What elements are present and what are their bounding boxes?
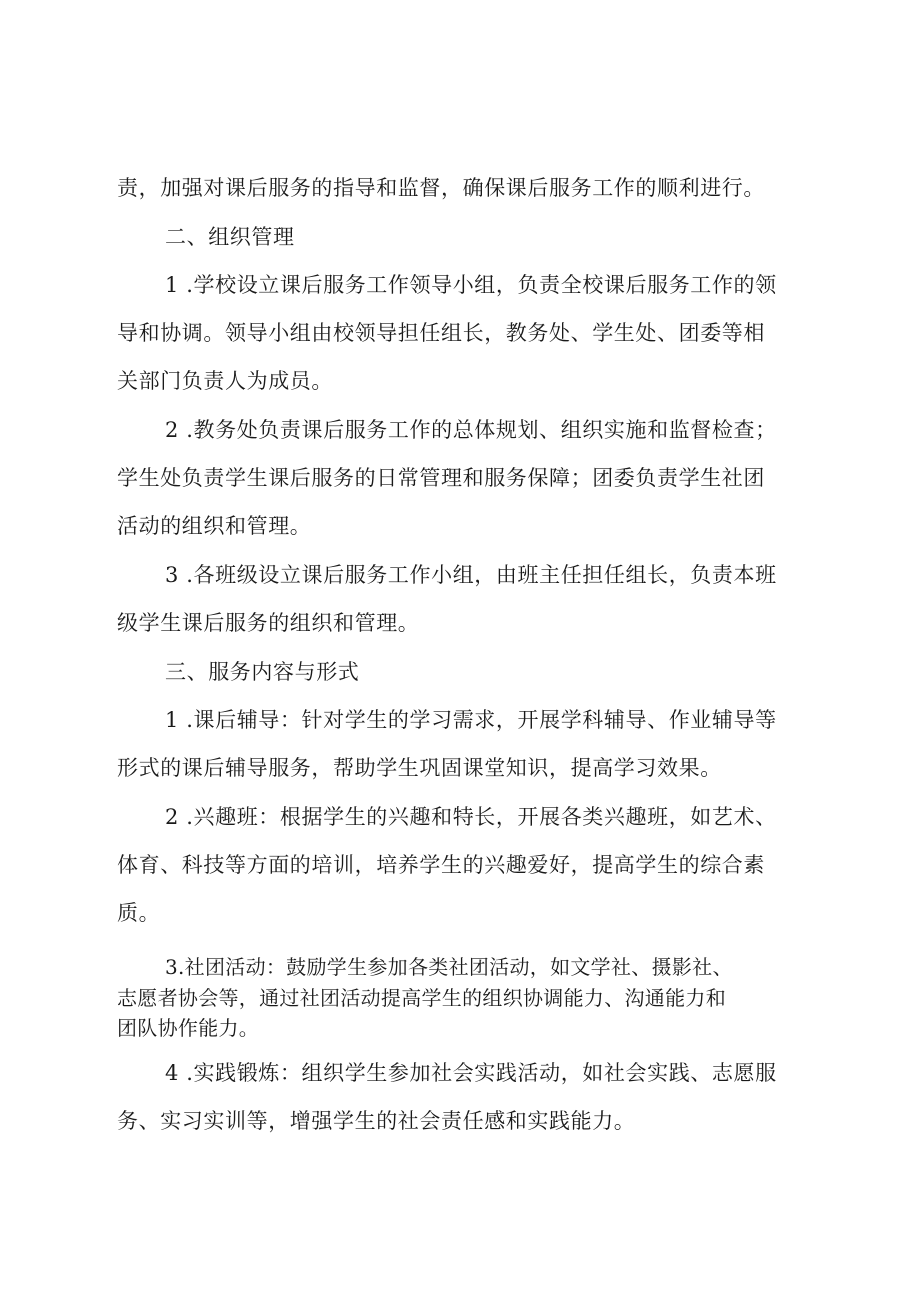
service-2-line-2: 体育、科技等方面的培训，培养学生的兴趣爱好，提高学生的综合素: [117, 853, 765, 877]
section-heading-services: 三、服务内容与形式: [165, 660, 360, 684]
item-2-line-2: 学生处负责学生课后服务的日常管理和服务保障；团委负责学生社团: [117, 466, 765, 490]
item-1-line-2: 导和协调。领导小组由校领导担任组长，教务处、学生处、团委等相: [117, 321, 765, 345]
section-heading-organization: 二、组织管理: [165, 225, 295, 249]
service-1-line-1: 1 .课后辅导：针对学生的学习需求，开展学科辅导、作业辅导等: [165, 708, 777, 732]
service-2-line-3: 质。: [117, 901, 161, 925]
item-2-line-3: 活动的组织和管理。: [117, 514, 312, 538]
service-4-line-2: 务、实习实训等，增强学生的社会责任感和实践能力。: [117, 1109, 636, 1133]
service-3-line-2: 志愿者协会等，通过社团活动提高学生的组织协调能力、沟通能力和: [117, 986, 726, 1010]
service-2-line-1: 2 .兴趣班：根据学生的兴趣和特长，开展各类兴趣班，如艺术、: [165, 805, 777, 829]
service-3-line-1: 3.社团活动：鼓励学生参加各类社团活动，如文学社、摄影社、: [165, 955, 733, 979]
item-1-line-1: 1 .学校设立课后服务工作领导小组，负责全校课后服务工作的领: [165, 273, 777, 297]
service-4-line-1: 4 .实践锻炼：组织学生参加社会实践活动，如社会实践、志愿服: [165, 1061, 777, 1085]
continuation-line: 责，加强对课后服务的指导和监督，确保课后服务工作的顺利进行。: [117, 176, 765, 200]
item-3-line-1: 3 .各班级设立课后服务工作小组，由班主任担任组长，负责本班: [165, 563, 777, 587]
item-1-line-3: 关部门负责人为成员。: [117, 369, 333, 393]
item-2-line-1: 2 .教务处负责课后服务工作的总体规划、组织实施和监督检查；: [165, 418, 777, 442]
service-1-line-2: 形式的课后辅导服务，帮助学生巩固课堂知识，提高学习效果。: [117, 756, 722, 780]
service-3-line-3: 团队协作能力。: [117, 1016, 260, 1040]
item-3-line-2: 级学生课后服务的组织和管理。: [117, 611, 420, 635]
